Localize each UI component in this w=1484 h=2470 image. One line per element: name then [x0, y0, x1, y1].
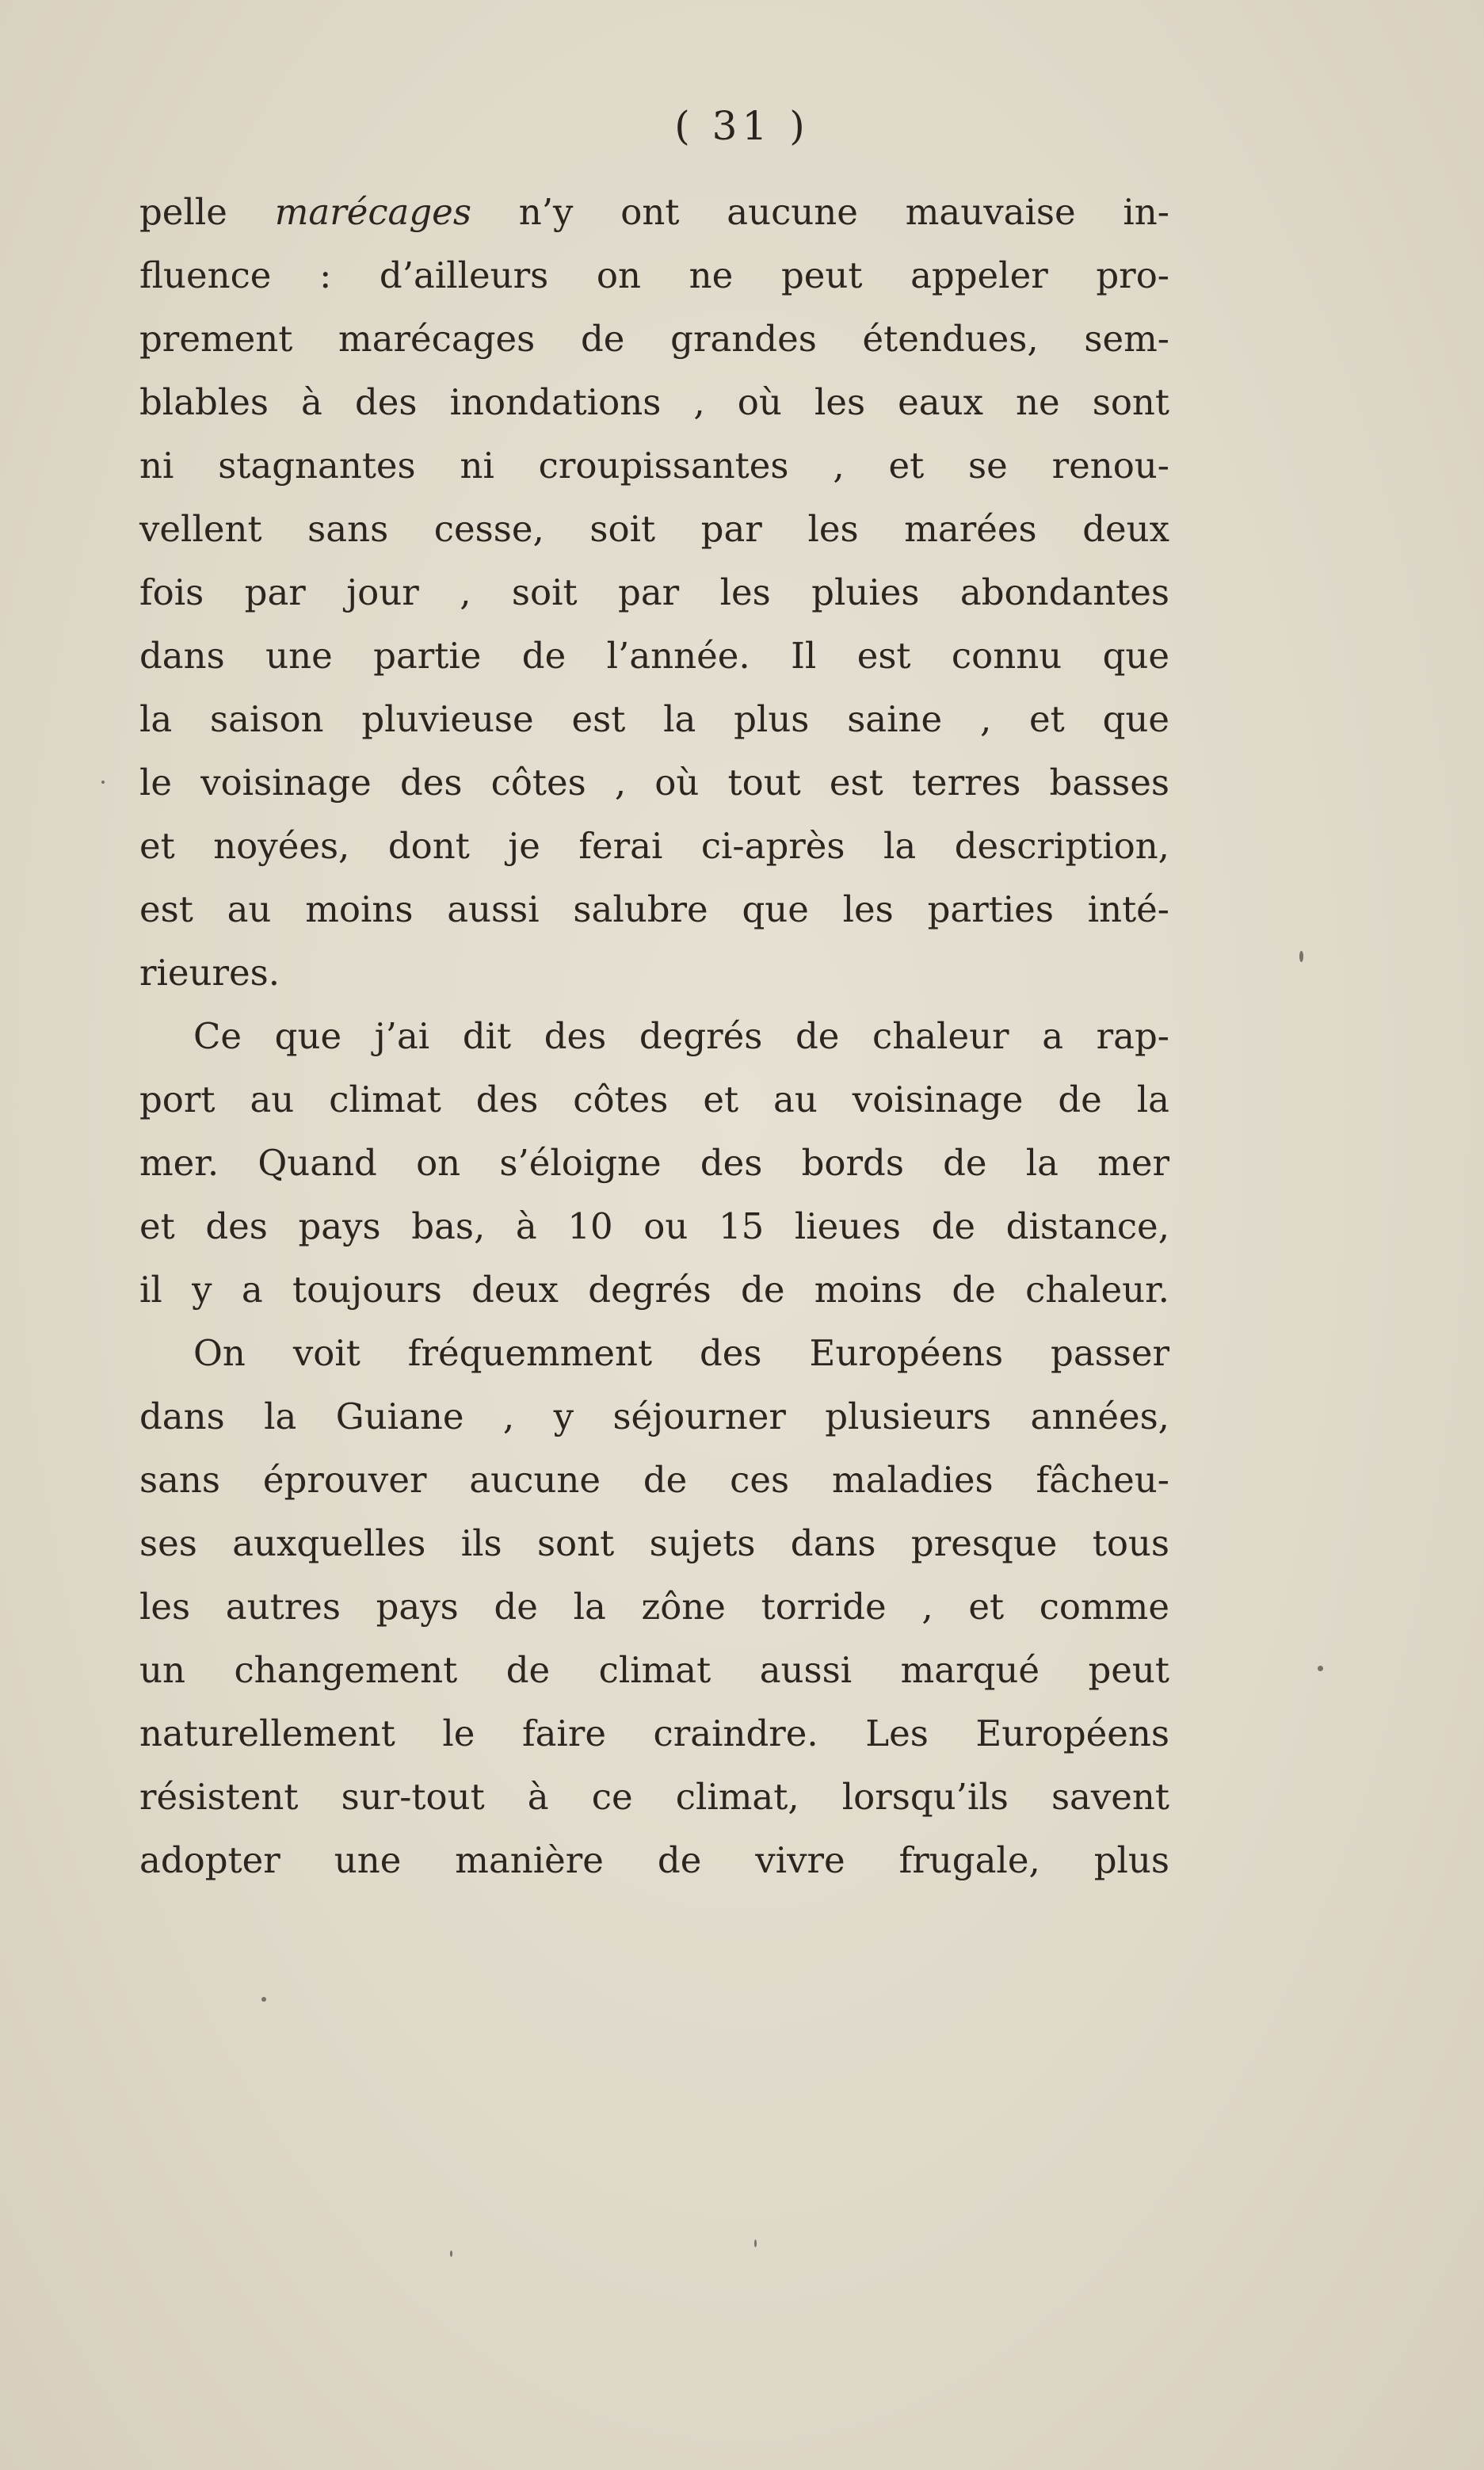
paper-speck — [450, 2250, 452, 2257]
text-line: ni stagnantes ni croupissantes , et se renou- — [139, 445, 1169, 487]
paper-speck — [261, 1997, 266, 2002]
text-line: résistent sur-tout à ce climat, lorsqu’ils savent — [139, 1776, 1169, 1818]
text-line: la saison pluvieuse est la plus saine , et que — [139, 698, 1169, 740]
text-line: et noyées, dont je ferai ci-après la description, — [139, 825, 1169, 867]
text-line: naturellement le faire craindre. Les Européens — [139, 1712, 1169, 1754]
text-line: les autres pays de la zône torride , et comme — [139, 1586, 1169, 1628]
page-number: ( 31 ) — [674, 103, 810, 149]
text-line: Ce que j’ai dit des degrés de chaleur a rap- — [193, 1015, 1169, 1057]
text-span: n’y ont aucune mauvaise in- — [471, 191, 1169, 233]
paper-speck — [754, 2239, 757, 2247]
body-text — [139, 181, 1169, 1892]
text-line: est au moins aussi salubre que les parties inté- — [139, 888, 1169, 930]
text-line: On voit fréquemment des Européens passer — [193, 1332, 1169, 1374]
text-line: le voisinage des côtes , où tout est terres basses — [139, 762, 1169, 804]
text-line: dans une partie de l’année. Il est connu que — [139, 635, 1169, 677]
text-span: pelle — [139, 191, 275, 233]
text-line: port au climat des côtes et au voisinage de la — [139, 1078, 1169, 1120]
text-line: il y a toujours deux degrés de moins de chaleur. — [139, 1269, 1169, 1311]
text-line: un changement de climat aussi marqué peut — [139, 1649, 1169, 1691]
text-line: blables à des inondations , où les eaux ne sont — [139, 381, 1169, 423]
text-line: vellent sans cesse, soit par les marées deux — [139, 508, 1169, 550]
italic-term: marécages — [274, 191, 471, 233]
text-line: ses auxquelles ils sont sujets dans presque tous — [139, 1522, 1169, 1564]
text-line: dans la Guiane , y séjourner plusieurs années, — [139, 1395, 1169, 1437]
text-line: rieures. — [139, 952, 280, 994]
text-line: prement marécages de grandes étendues, sem- — [139, 318, 1169, 360]
text-line: sans éprouver aucune de ces maladies fâcheu- — [139, 1459, 1169, 1501]
text-line: mer. Quand on s’éloigne des bords de la mer — [139, 1142, 1169, 1184]
paper-speck — [1318, 1666, 1323, 1671]
text-line: adopter une manière de vivre frugale, plus — [139, 1839, 1169, 1881]
paper-speck — [101, 781, 105, 784]
text-line: fluence : d’ailleurs on ne peut appeler pro- — [139, 254, 1169, 296]
text-line: fois par jour , soit par les pluies abondantes — [139, 571, 1169, 613]
paper-speck — [1299, 951, 1303, 962]
text-line: et des pays bas, à 10 ou 15 lieues de distance, — [139, 1205, 1169, 1247]
text-line — [139, 181, 1169, 244]
